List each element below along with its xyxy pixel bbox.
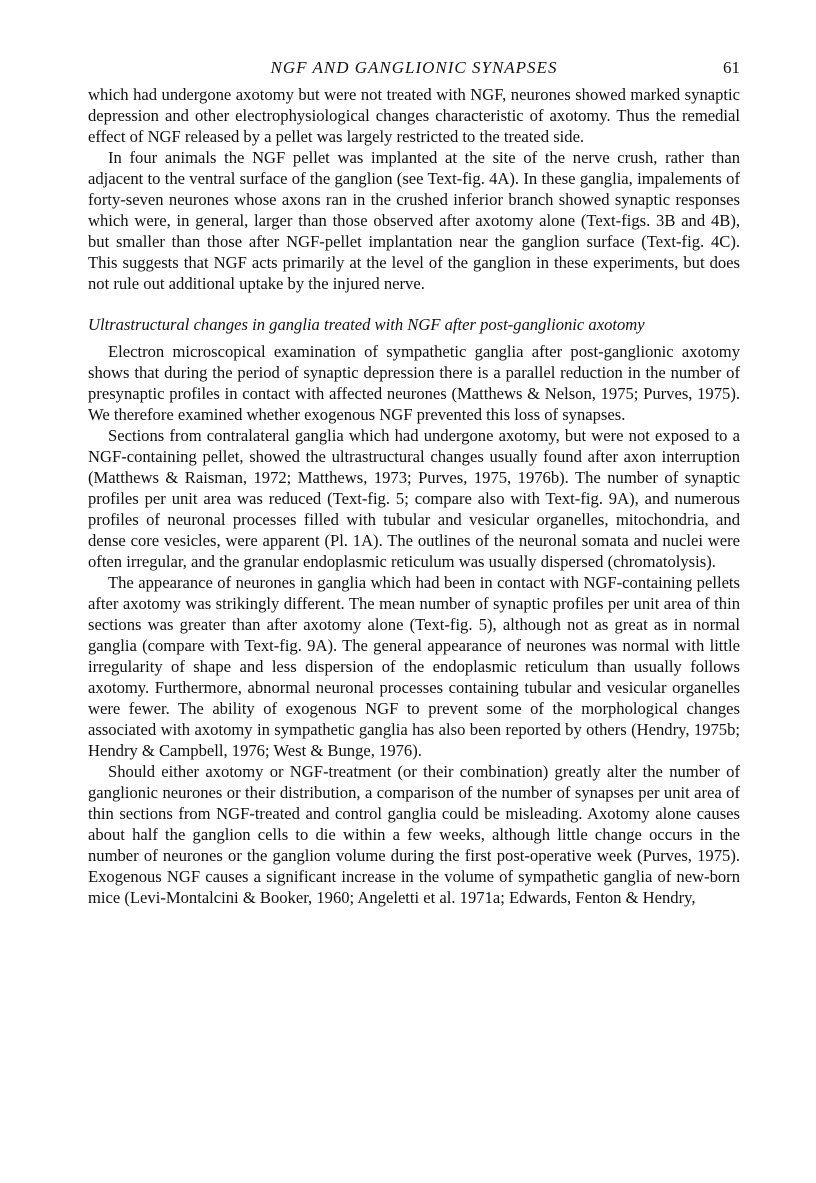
section-heading: Ultrastructural changes in ganglia treated with NGF after post-ganglionic axotomy xyxy=(88,315,645,334)
paragraph: Should either axotomy or NGF-treatment (or their combination) greatly alter the number of ganglionic neurones or their distribution, a comparison of the number of synapses per unit area of thin sections from NGF-treated and control ganglia could be misleading. Axotomy alone causes about half the ganglion cells to die within a few weeks, although little change occurs in the number of neurones or the ganglion volume during the first post-operative week (Purves, 1975). Exogenous NGF causes a significant increase in the volume of sympathetic ganglia of new-born mice (Levi-Montalcini & Booker, 1960; Angeletti et al. 1971a; Edwards, Fenton & Hendry, xyxy=(88,762,740,907)
paragraph: In four animals the NGF pellet was implanted at the site of the nerve crush, rather than adjacent to the ventral surface of the ganglion (see Text-fig. 4A). In these ganglia, impalements of forty-seven neurones whose axons ran in the crushed inferior branch showed synaptic responses which were, in general, larger than those observed after axotomy alone (Text-figs. 3B and 4B), but smaller than those after NGF-pellet implantation near the ganglion surface (Text-fig. 4C). This suggests that NGF acts primarily at the level of the ganglion in these experiments, but does not rule out additional uptake by the injured nerve. xyxy=(88,148,740,293)
paragraph: Electron microscopical examination of sympathetic ganglia after post-ganglionic axotomy shows that during the period of synaptic depression there is a parallel reduction in the number of presynaptic profiles in contact with affected neurones (Matthews & Nelson, 1975; Purves, 1975). We therefore examined whether exogenous NGF prevented this loss of synapses. xyxy=(88,342,740,424)
paragraph: which had undergone axotomy but were not treated with NGF, neurones showed marked synaptic depression and other electrophysiological changes characteristic of axotomy. Thus the remedial effect of NGF released by a pellet was largely restricted to the treated side. xyxy=(88,85,740,146)
page-number: 61 xyxy=(723,58,740,77)
running-title: NGF AND GANGLIONIC SYNAPSES xyxy=(270,58,558,77)
page xyxy=(88,58,740,908)
paragraph: Sections from contralateral ganglia which had undergone axotomy, but were not exposed to a NGF-containing pellet, showed the ultrastructural changes usually found after axon interruption (Matthews & Raisman, 1972; Matthews, 1973; Purves, 1975, 1976b). The number of synaptic profiles per unit area was reduced (Text-fig. 5; compare also with Text-fig. 9A), and numerous profiles of neuronal processes filled with tubular and vesicular organelles, mitochondria, and dense core vesicles, were apparent (Pl. 1A). The outlines of the neuronal somata and nuclei were often irregular, and the granular endoplasmic reticulum was usually dispersed (chromatolysis). xyxy=(88,426,740,571)
running-head xyxy=(88,58,740,84)
paragraph: The appearance of neurones in ganglia which had been in contact with NGF-containing pellets after axotomy was strikingly different. The mean number of synaptic profiles per unit area of thin sections was greater than after axotomy alone (Text-fig. 5), although not as great as in normal ganglia (compare with Text-fig. 9A). The general appearance of neurones was normal with little irregularity of shape and less dispersion of the endoplasmic reticulum than usually follows axotomy. Furthermore, abnormal neuronal processes containing tubular and vesicular organelles were fewer. The ability of exogenous NGF to prevent some of the morphological changes associated with axotomy in sympathetic ganglia has also been reported by others (Hendry, 1975b; Hendry & Campbell, 1976; West & Bunge, 1976). xyxy=(88,573,740,760)
